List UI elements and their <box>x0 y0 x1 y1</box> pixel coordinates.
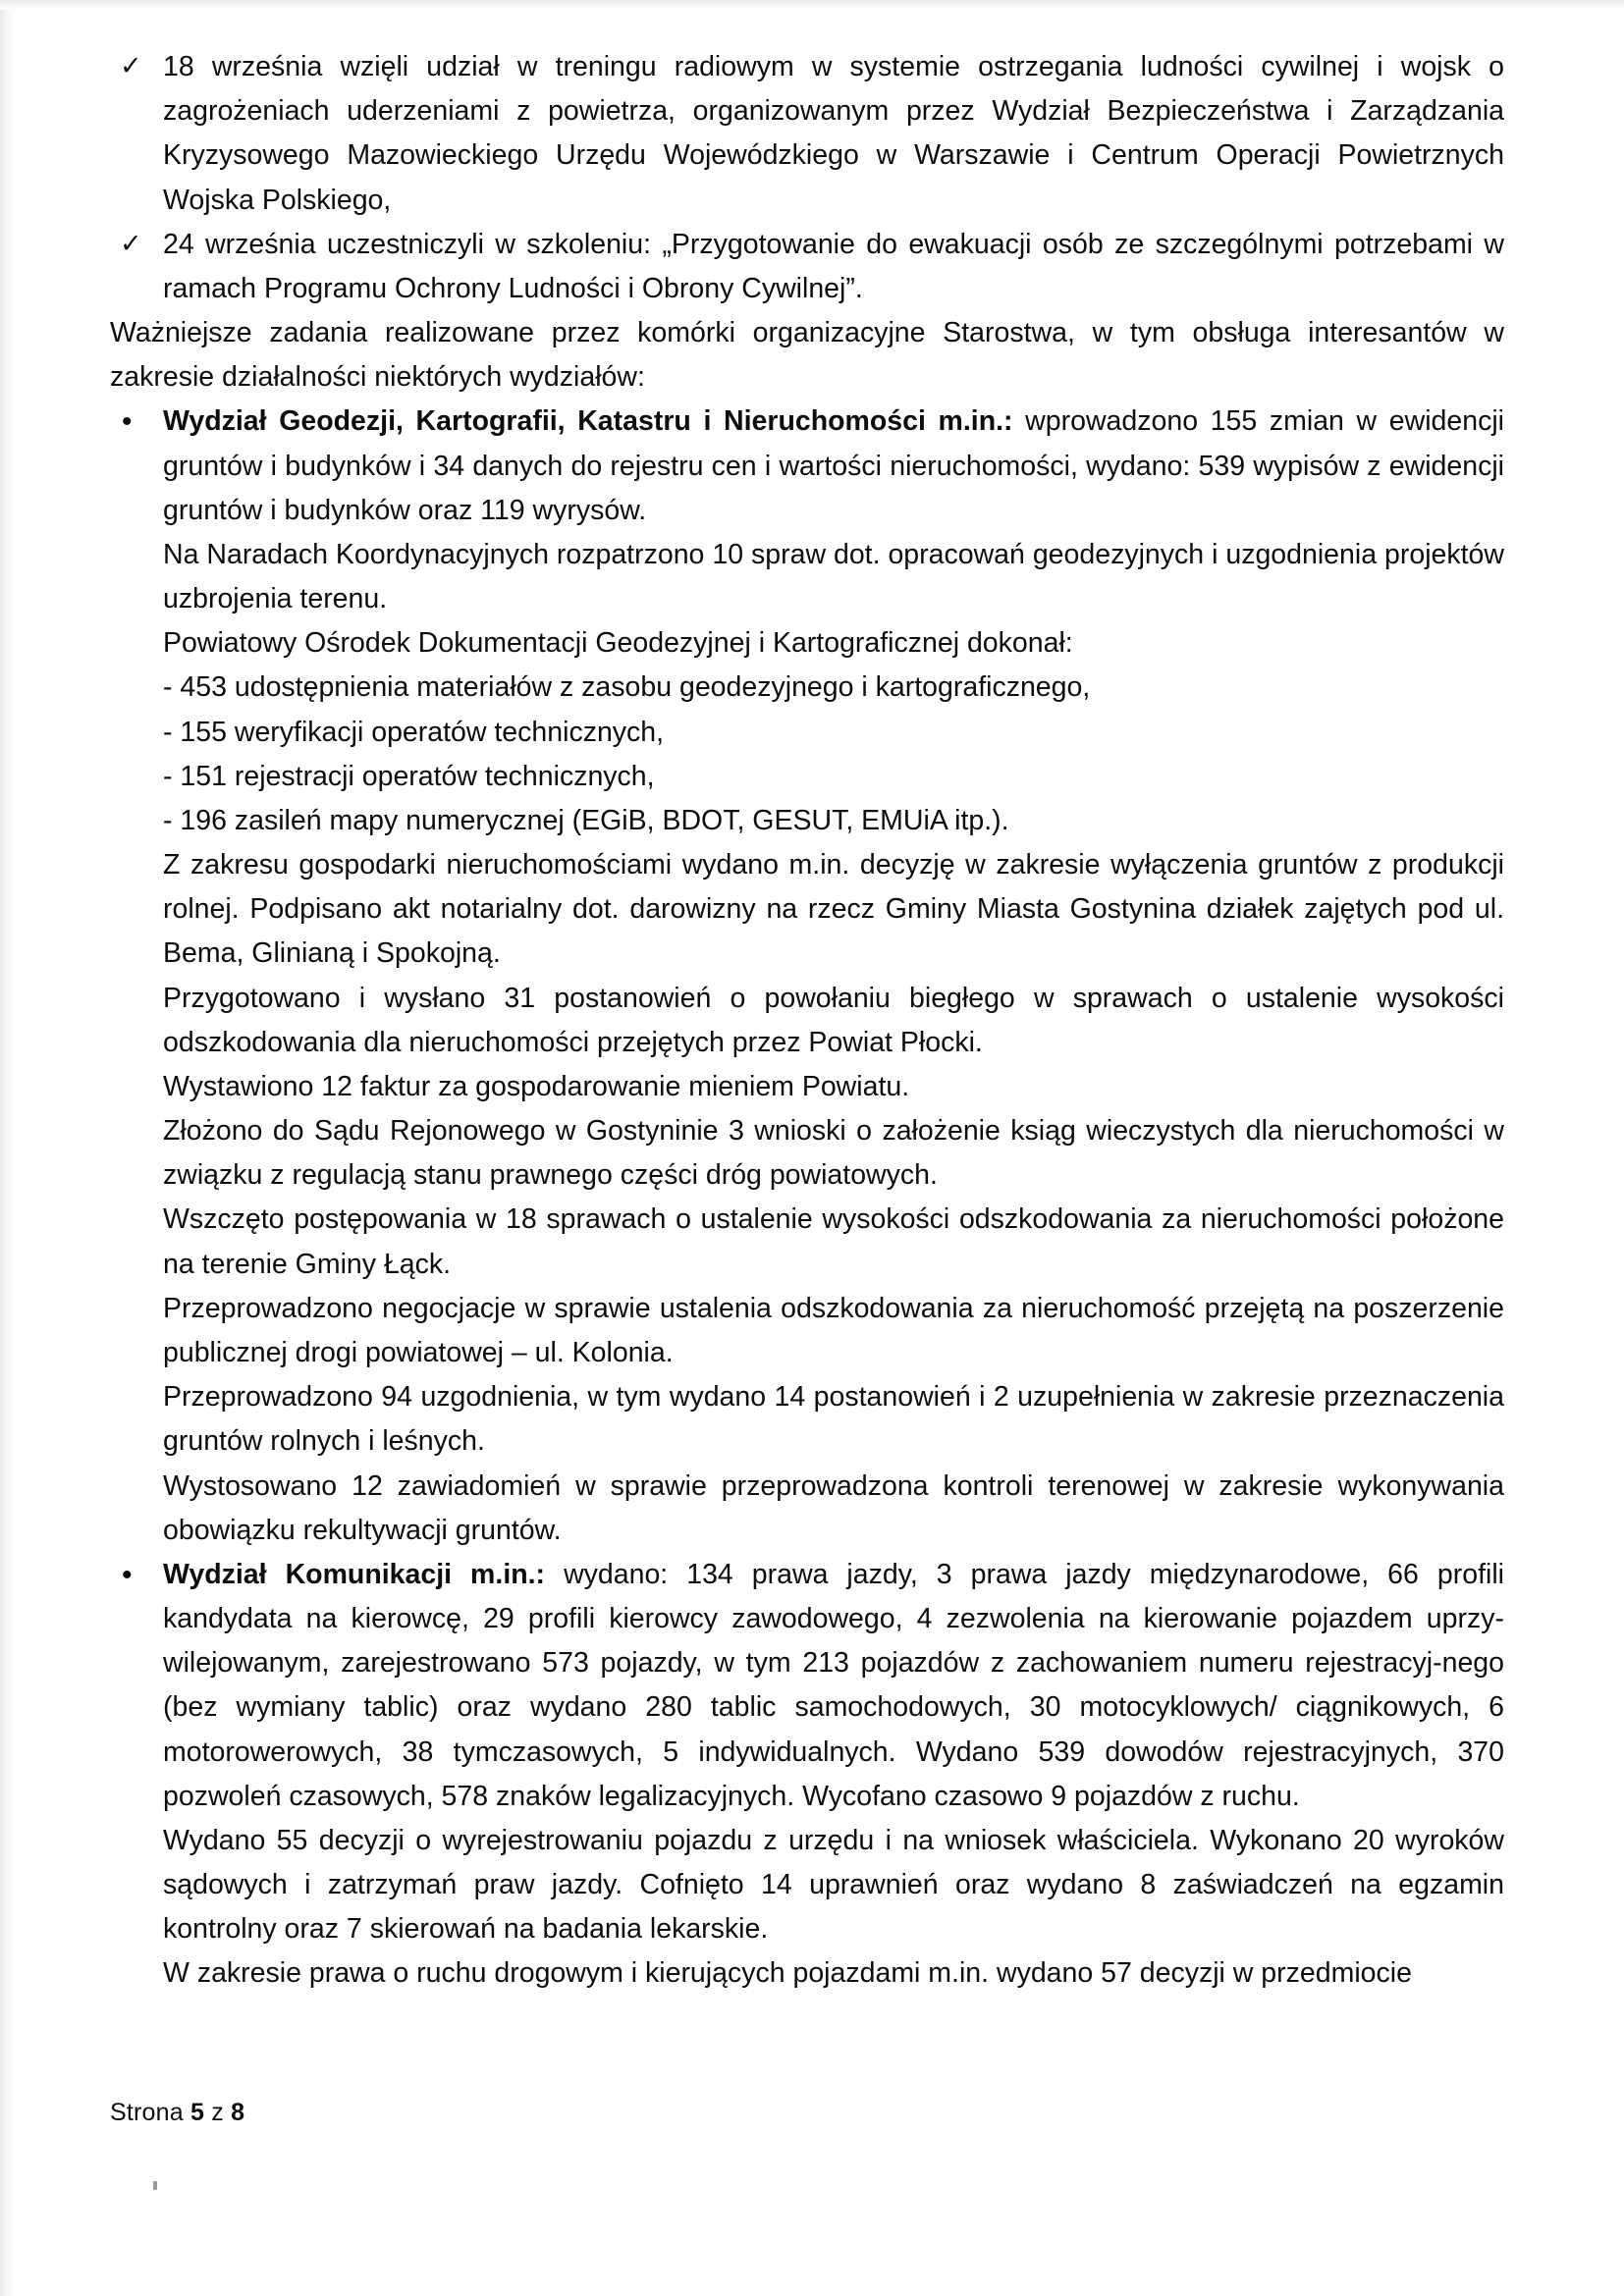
check-icon: ✓ <box>120 228 142 258</box>
department-lead-text: wydano: 134 prawa jazdy, 3 prawa jazdy międzynarodowe, 66 profili kandydata na kierowcę, 29 profili kierowcy zawodowego, 4 zezwolenia na kierowanie pojazdem uprzy-wilejowanym, zarejestrowano 573 pojazdy, w tym 213 pojazdów z zachowaniem numeru rejestracyj-nego (bez wymiany tablic) oraz wydano 280 tablic samochodowych, 30 motocyklowych/ ciągnikowych, 6 motorowerowych, 38 tymczasowych, 5 indywidualnych. Wydano 539 dowodów rejestracyjnych, 370 pozwoleń czasowych, 578 znaków legalizacyjnych. Wycofano czasowo 9 pojazdów z ruchu. <box>163 1558 1504 1812</box>
department-paragraph: Wszczęto postępowania w 18 sprawach o ustalenie wysokości odszkodowania za nieruchomości położone na terenie Gminy Łąck. <box>163 1203 1504 1280</box>
department-paragraph: Przeprowadzono negocjacje w sprawie ustalenia odszkodowania za nieruchomość przejętą na poszerzenie publicznej drogi powiatowej – ul. Kolonia. <box>163 1292 1504 1368</box>
check-icon: ✓ <box>120 51 142 80</box>
department-paragraph: Powiatowy Ośrodek Dokumentacji Geodezyjnej i Kartograficznej dokonał: <box>163 627 1073 660</box>
checklist-item <box>110 45 1504 223</box>
checklist-item-text: 18 września wzięli udział w treningu radiowym w systemie ostrzegania ludności cywilnej i wojsk o zagrożeniach uderzeniami z powietrza, organizowanym przez Wydział Bezpieczeństwa i Zarządzania Kryzysowego Mazowieckiego Urzędu Wojewódzkiego w Warszawie i Centrum Operacji Powietrznych Wojska Polskiego, <box>163 51 1504 216</box>
department-lead-text: wprowadzono 155 zmian w ewidencji gruntów i budynków i 34 danych do rejestru cen i wartości nieruchomości, wydano: 539 wypisów z ewidencji gruntów i budynków oraz 119 wyrysów. <box>163 405 1504 526</box>
department-heading-block <box>110 1553 1504 1819</box>
dash-list-item: - 196 zasileń mapy numerycznej (EGiB, BDOT, GESUT, EMUiA itp.). <box>163 804 1009 836</box>
dash-list-item: - 155 weryfikacji operatów technicznych, <box>163 716 665 748</box>
intro-paragraph: Ważniejsze zadania realizowane przez komórki organizacyjne Starostwa, w tym obsługa interesantów w zakresie działalności niektórych wydziałów: <box>110 317 1504 394</box>
department-paragraph: Wystosowano 12 zawiadomień w sprawie przeprowadzona kontroli terenowej w zakresie wykonywania obowiązku rekultywacji gruntów. <box>163 1469 1504 1546</box>
department-heading-block <box>110 400 1504 533</box>
checklist-item-text: 24 września uczestniczyli w szkoleniu: „Przygotowanie do ewakuacji osób ze szczególnymi potrzebami w ramach Programu Ochrony Ludności i Obrony Cywilnej”. <box>163 228 1504 304</box>
bullet-icon: • <box>122 405 133 439</box>
footer-page-total: 8 <box>231 2099 245 2126</box>
page-footer <box>110 2099 244 2127</box>
page-content <box>110 45 1504 1997</box>
department-paragraph: W zakresie prawa o ruchu drogowym i kierujących pojazdami m.in. wydano 57 decyzji w przedmiocie <box>163 1957 1412 1990</box>
footer-page-number: 5 <box>190 2099 205 2126</box>
department-heading: Wydział Komunikacji m.in.: <box>163 1558 546 1590</box>
department-paragraph: Złożono do Sądu Rejonowego w Gostyninie 3 wnioski o założenie ksiąg wieczystych dla nieruchomości w związku z regulacją stanu prawnego części dróg powiatowych. <box>163 1115 1504 1192</box>
footer-middle: z <box>211 2099 224 2126</box>
department-paragraph: Przygotowano i wysłano 31 postanowień o powołaniu biegłego w sprawach o ustalenie wysokości odszkodowania dla nieruchomości przejętych przez Powiat Płocki. <box>163 982 1504 1058</box>
department-paragraph: Wystawiono 12 faktur za gospodarowanie mieniem Powiatu. <box>163 1070 910 1102</box>
department-paragraph: Wydano 55 decyzji o wyrejestrowaniu pojazdu z urzędu i na wniosek właściciela. Wykonano 20 wyroków sądowych i zatrzymań praw jazdy. Cofnięto 14 uprawnień oraz wydano 8 zaświadczeń na egzamin kontrolny oraz 7 skierowań na badania lekarskie. <box>163 1824 1504 1946</box>
department-paragraph: Z zakresu gospodarki nieruchomościami wydano m.in. decyzję w zakresie wyłączenia gruntów z produkcji rolnej. Podpisano akt notarialny dot. darowizny na rzecz Gminy Miasta Gostynina działek zajętych pod ul. Bema, Glinianą i Spokojną. <box>163 849 1504 970</box>
footer-prefix: Strona <box>110 2099 184 2126</box>
scan-edge-left <box>0 0 14 2296</box>
scan-edge-top <box>0 0 1624 10</box>
department-heading: Wydział Geodezji, Kartografii, Katastru i Nieruchomości m.in.: <box>163 405 1013 438</box>
bullet-icon: • <box>122 1558 133 1591</box>
dash-list-item: - 151 rejestracji operatów technicznych, <box>163 760 655 792</box>
checklist-item <box>110 223 1504 311</box>
department-paragraph: Przeprowadzono 94 uzgodnienia, w tym wydano 14 postanowień i 2 uzupełnienia w zakresie przeznaczenia gruntów rolnych i leśnych. <box>163 1381 1504 1458</box>
department-paragraph: Na Naradach Koordynacyjnych rozpatrzono 10 spraw dot. opracowań geodezyjnych i uzgodnienia projektów uzbrojenia terenu. <box>163 538 1504 615</box>
scan-artifact-speck <box>153 2181 157 2190</box>
dash-list-item: - 453 udostępnienia materiałów z zasobu geodezyjnego i kartograficznego, <box>163 671 1091 704</box>
